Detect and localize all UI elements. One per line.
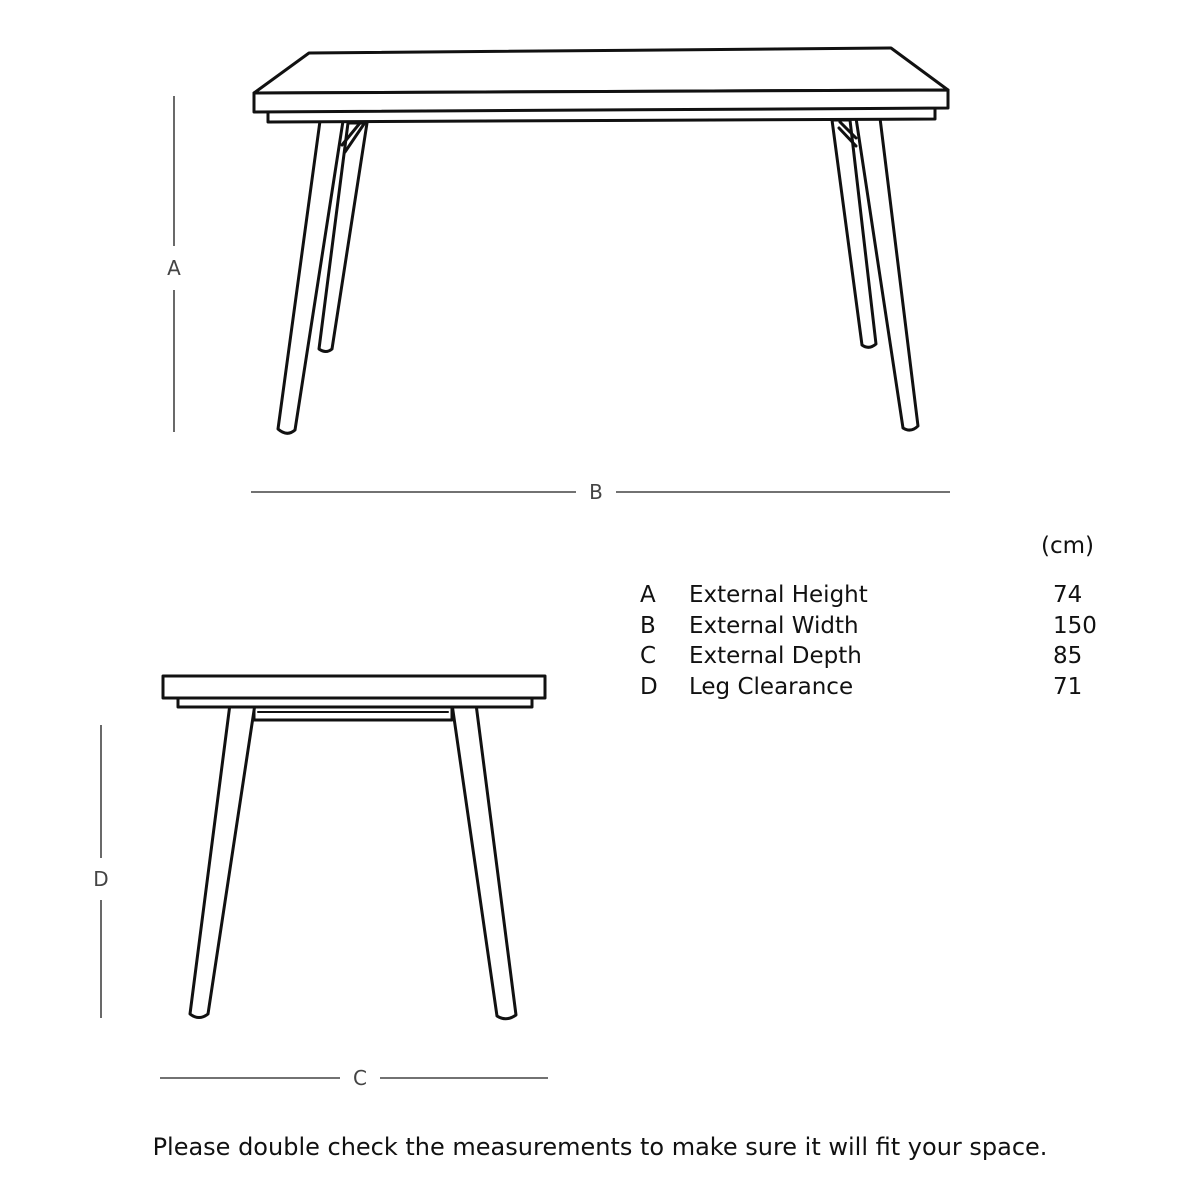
spec-letter: B: [640, 612, 656, 639]
dimension-a-label: A: [167, 256, 181, 280]
spec-name: Leg Clearance: [689, 673, 854, 700]
spec-name: External Depth: [689, 643, 862, 669]
spec-row-leg-clearance: [640, 672, 1097, 703]
dimension-a: [167, 96, 181, 432]
dimension-b: [251, 480, 950, 504]
spec-name: External Width: [689, 612, 859, 639]
spec-name: External Height: [689, 582, 868, 608]
spec-value: 150: [1053, 612, 1097, 639]
spec-letter: C: [640, 643, 657, 669]
spec-letter: D: [640, 673, 658, 700]
spec-row-height: [640, 580, 1097, 611]
dimension-d: [93, 725, 108, 1018]
spec-value: 74: [1053, 582, 1083, 608]
spec-value: 85: [1053, 643, 1083, 669]
spec-row-depth: [640, 641, 1097, 672]
footer-note: Please double check the measurements to make sure it will fit your space.: [152, 1133, 1048, 1161]
dimension-b-label: B: [589, 480, 603, 504]
side-rail: [254, 707, 452, 720]
dimension-c-label: C: [353, 1066, 367, 1090]
dimension-c: [160, 1066, 548, 1090]
spec-row-width: [640, 611, 1097, 642]
dimension-d-label: D: [93, 867, 109, 891]
spec-letter: A: [640, 582, 656, 608]
tabletop-edge: [254, 90, 948, 112]
table-front-view: [254, 48, 948, 433]
spec-value: 71: [1053, 673, 1083, 700]
side-tabletop: [163, 676, 545, 698]
unit-label: (cm): [1041, 533, 1094, 559]
table-side-view: [163, 676, 545, 1019]
side-left-leg: [190, 704, 255, 1018]
tabletop-surface: [254, 48, 948, 93]
side-right-leg: [452, 704, 516, 1019]
measurements-table: [640, 580, 1097, 702]
